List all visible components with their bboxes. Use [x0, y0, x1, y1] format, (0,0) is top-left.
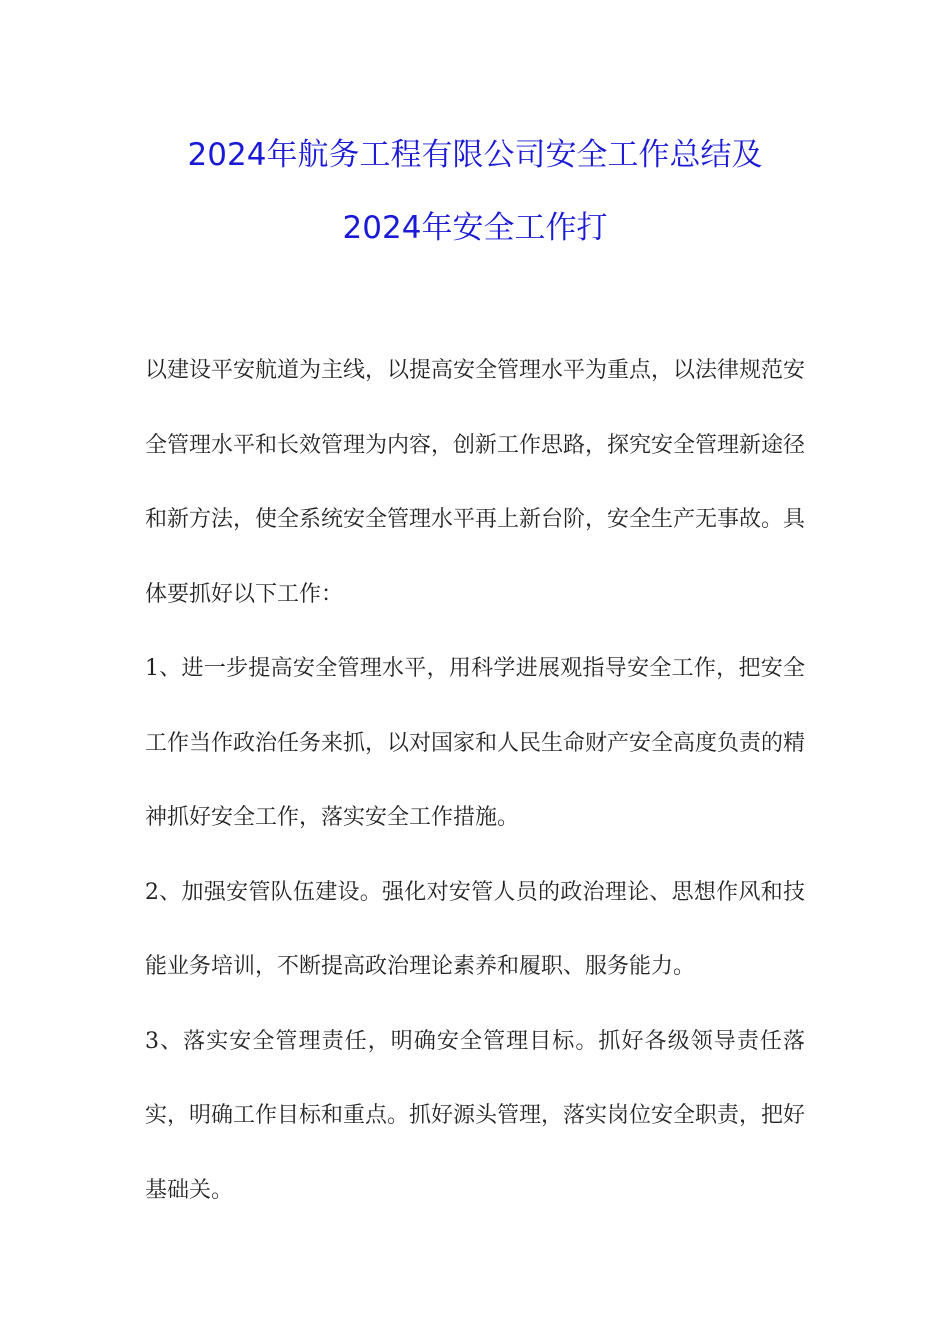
paragraph-item-2: 2、加强安管队伍建设。强化对安管人员的政治理论、思想作风和技能业务培训，不断提高政治理论素养和履职、服务能力。 — [145, 879, 805, 979]
document-title-line-1: 2024年航务工程有限公司安全工作总结及 — [187, 137, 763, 173]
paragraph-item-1: 1、进一步提高安全管理水平，用科学进展观指导安全工作，把安全工作当作政治任务来抓，以对国家和人民生命财产安全高度负责的精神抓好安全工作，落实安全工作措施。 — [145, 656, 806, 830]
paragraph-item-3: 3、落实安全管理责任，明确安全管理目标。抓好各级领导责任落实，明确工作目标和重点。抓好源头管理，落实岗位安全职责，把好基础关。 — [145, 1028, 806, 1203]
paragraph-intro: 以建设平安航道为主线，以提高安全管理水平为重点，以法律规范安全管理水平和长效管理为内容，创新工作思路，探究安全管理新途径和新方法，使全系统安全管理水平再上新台阶，安全生产无事故。具体要抓好以下工作： — [145, 358, 806, 607]
document-title-line-2: 2024年安全工作打 — [342, 210, 608, 246]
document-body — [145, 334, 805, 1228]
